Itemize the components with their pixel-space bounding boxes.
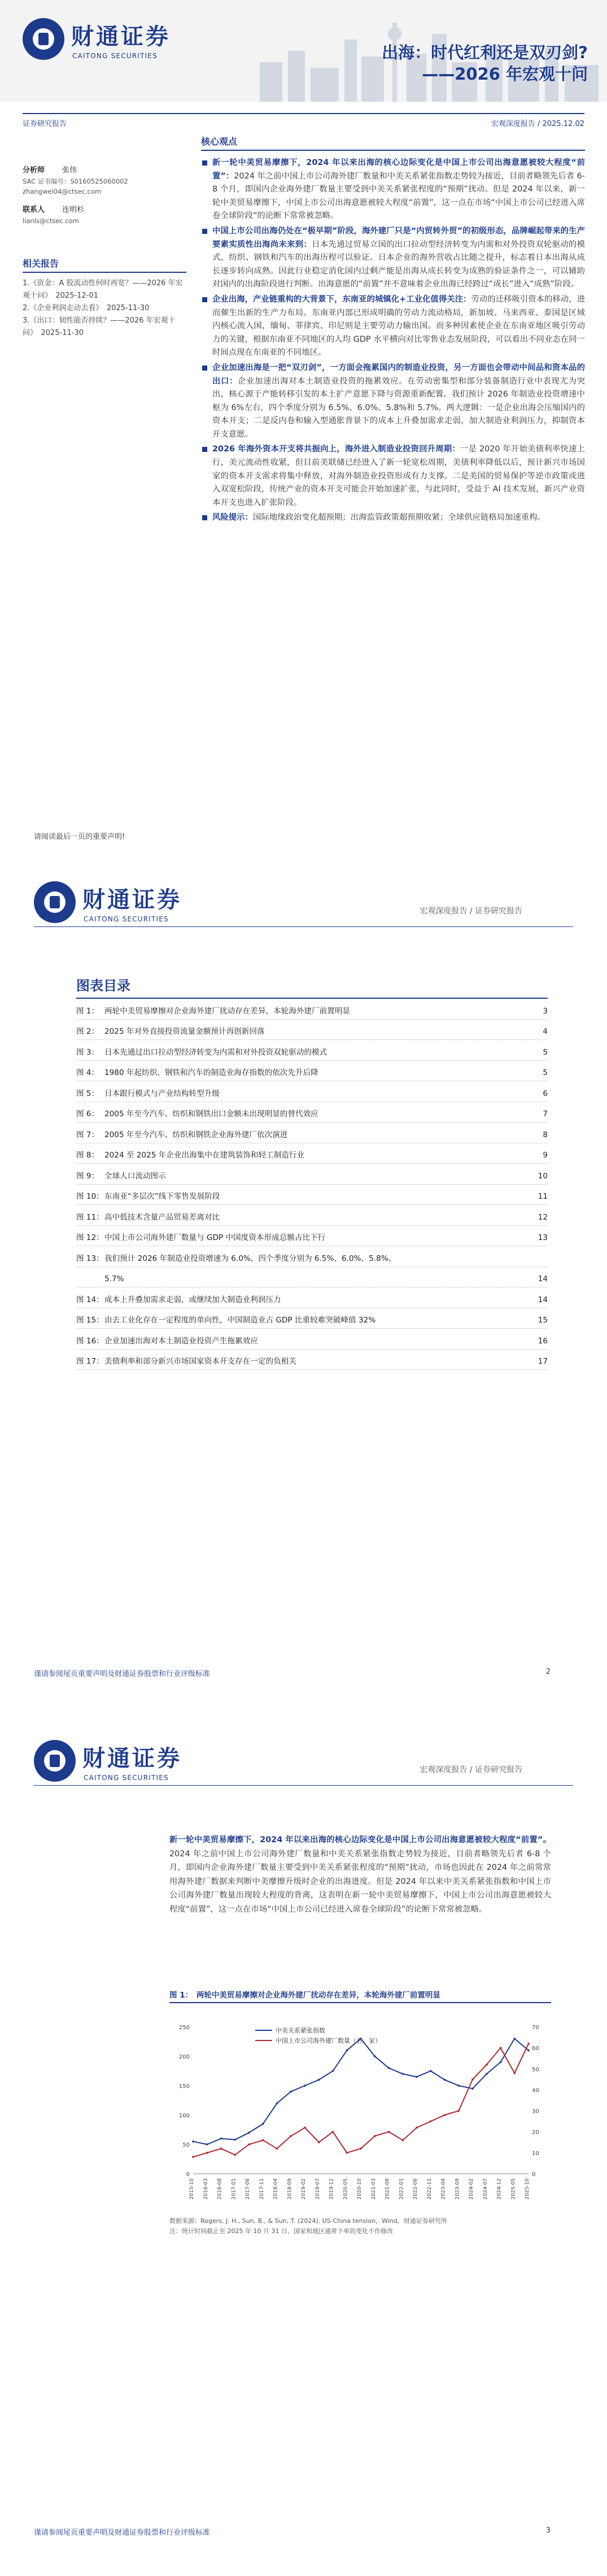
report-type: 证券研究报告	[23, 120, 67, 128]
data-point	[430, 2120, 432, 2122]
data-point	[192, 2140, 194, 2143]
x-tick-label: 2016-03	[203, 2178, 209, 2200]
y-left-tick: 150	[178, 2083, 190, 2090]
source-line: 数据来源：Rogers, J. H., Sun, B., & Sun, T. (2024). US-China tension，Wind，财通证券研究所	[169, 2217, 447, 2225]
x-tick-label: 2022-01	[399, 2178, 405, 2200]
y-left-tick: 0	[186, 2172, 190, 2178]
caitong-logo-p3	[34, 1740, 182, 1782]
x-tick-label: 2024-02	[469, 2178, 474, 2200]
figure-1-title: 图 1： 两轮中美贸易摩擦对企业海外建厂扰动存在差异，本轮海外建厂前置明显	[169, 1988, 551, 2003]
toc-item[interactable]: 图 7： 2005 年至今汽车、纺织和钢铁企业海外建厂依次演进 8	[76, 1122, 548, 1143]
x-tick-label: 2016-08	[217, 2178, 223, 2200]
x-tick-label: 2025-05	[510, 2178, 517, 2200]
data-point	[430, 2070, 432, 2072]
data-point	[276, 2102, 278, 2104]
y-right-tick: 40	[532, 2087, 539, 2094]
toc-item[interactable]: 图 15： 由去工业化存在一定程度的单向性，中国制造业占 GDP 比重较难突破峰值 32% 15	[76, 1308, 548, 1329]
toc-item[interactable]: 图 5： 日本跟行模式与产业结构转型升级 6	[76, 1081, 548, 1102]
toc-item[interactable]: 图 2： 2025 年对外直接投资流量金额预计再创新回落 4	[76, 1020, 548, 1041]
contact-row	[23, 204, 186, 216]
logo-en: CAITONG SECURITIES	[84, 1773, 169, 1782]
data-point	[276, 2148, 278, 2150]
data-point	[318, 2079, 320, 2081]
data-point	[457, 2085, 460, 2087]
caitong-logo	[23, 18, 171, 60]
data-point	[262, 2139, 264, 2142]
data-point	[304, 2126, 306, 2129]
figure-1-chart	[169, 2004, 551, 2213]
left-column	[23, 131, 186, 340]
core-views	[201, 131, 585, 526]
bullet-3: 企业出海，产业链重构的大背景下，东南亚的城镇化+工业化值得关注：劳动的迁移吸引资本的移动，进而催生出新的生产力布局。东南亚内部已形成明确的劳动力流动格局，新加坡、马来西亚、泰国是区域内核心流入国，缅甸、菲律宾、印尼则是主要劳动力输出国。而多种因素使企业在东南亚地区吸引劳动力的关键，根据东南亚不同地区的人均 GDP 水平横向对比零售业态发展阶段，可以看出不同业态在同一时间点现在东南亚的不同地区。	[201, 293, 585, 360]
caitong-logo-p2	[34, 881, 182, 923]
data-point	[527, 2050, 530, 2052]
data-point	[486, 2064, 488, 2066]
logo-mark-icon	[23, 18, 64, 60]
toc-item[interactable]: 图 10： 东南亚“多层次”线下零售发展阶段 11	[76, 1185, 548, 1206]
x-tick-label: 2019-12	[329, 2178, 335, 2200]
page-number: 3	[545, 2526, 551, 2535]
toc-title: 图表目录	[76, 978, 130, 994]
data-point	[360, 2148, 362, 2150]
y-right-tick: 20	[532, 2129, 539, 2136]
data-point	[388, 2067, 390, 2069]
title-line-1: 出海：时代红利还是双刃剑?	[382, 43, 588, 62]
analyst-sac: SAC 证书编号：S0160525060002	[23, 177, 128, 185]
legend-label: 中美关系紧张指数	[276, 2027, 325, 2034]
figure-toc	[76, 998, 548, 1370]
toc-item[interactable]: 图 3： 日本先通过出口拉动型经济转变为内需和对外投资双轮驱动的模式 5	[76, 1040, 548, 1061]
cover-banner	[0, 0, 607, 102]
data-point	[388, 2131, 390, 2133]
header-rule	[34, 1785, 573, 1786]
x-tick-label: 2021-08	[385, 2178, 391, 2200]
running-header: 宏观深度报告 / 证券研究报告	[420, 907, 522, 916]
analyst-name: 张伟	[62, 166, 77, 175]
data-point	[248, 2131, 250, 2134]
data-point	[374, 2135, 376, 2137]
data-point	[401, 2073, 404, 2075]
y-right-tick: 70	[532, 2025, 539, 2031]
y-right-tick: 0	[532, 2172, 536, 2178]
footer-note: 谨请参阅尾页重要声明及财通证券股票和行业评级标准	[34, 1670, 211, 1678]
toc-item[interactable]: 图 9： 全球人口流动图示 10	[76, 1164, 548, 1185]
data-point	[346, 2050, 348, 2052]
core-head: 核心观点	[201, 131, 585, 151]
series-line-2	[193, 2044, 529, 2157]
page-3	[0, 1717, 607, 2576]
related-head: 相关报告	[23, 253, 186, 273]
x-tick-label: 2019-02	[301, 2178, 307, 2200]
bullet-1: 新一轮中美贸易摩擦下，2024 年以来出海的核心边际变化是中国上市公司出海意愿被较大程度“前置”：2024 年之前中国上市公司海外建厂数量和中美关系紧张指数走势较为接近，目前者略领先后者 6-8 个月，即国内企业海外建厂数量主要受到中美关系紧张程度的“预期”扰动。但是 2024 年以来，新一轮中美贸易摩擦下，中国上市公司出海意愿被较大程度“前置”，这一点在市场“中国上市公司已经进入席卷全球阶段”的论断下常常被忽略。	[201, 156, 585, 223]
toc-item[interactable]: 图 8： 2024 至 2025 年企业出海集中在建筑装饰和轻工制造行业 9	[76, 1143, 548, 1164]
footer-note: 谨请参阅尾页重要声明及财通证券股票和行业评级标准	[34, 2529, 211, 2537]
x-tick-label: 2017-01	[231, 2178, 237, 2200]
x-tick-label: 2020-05	[343, 2178, 349, 2200]
analyst-head: 分析师	[23, 166, 45, 175]
report-title	[382, 42, 588, 85]
contact-email[interactable]: lianls@ctsec.com	[23, 217, 79, 225]
sub-header	[23, 118, 584, 128]
bullet-5: 2026 年海外资本开支将共振向上，海外进入制造业投资回升周期：一是 2020 年开始美债利率快速上行，美元流动性收紧，但目前美联储已经进入了新一轮宽松周期，美债利率降低以后，预计新兴市场国家的资本开支需求将集中释放，对海外制造业投资形成有力支撑。二是美国的贸易保护等逆市政策或进入双宽松阶段，传统产业的资本开支可能会开始加速扩张，与此同时，受益于 AI 技术发展，新兴产业资本开支也进入扩张阶段。	[201, 443, 585, 510]
disclaimer: 请阅读最后一页的重要声明!	[34, 833, 125, 841]
data-point	[444, 2114, 446, 2116]
title-line-2: ——2026 年宏观十问	[422, 64, 588, 84]
data-point	[513, 2038, 516, 2040]
logo-mark-icon	[34, 881, 76, 923]
bullet-4: 企业加速出海是一把“双刃剑”，一方面会拖累国内的制造业投资，另一方面也会带动中间品和资本品的出口：企业加速出海对本土制造业投资的拖累效应。在劳动密集型和部分装备制造行业中表现尤为突出，核心源于产能转移引发的本土扩产意愿下降与资源重新配置。我们预计 2026 年制造业投资增速中枢为 6%左右，四个季度分别为 6.5%、6.0%、5.8%和 5.7%。两大逻辑：一是企业出海会压缩国内的资本开支；二是反内卷和输入型通胀背景下的成本上升叠加需求走弱，加大制造业利润压力，抑制资本开支意愿。	[201, 362, 585, 442]
page-number: 2	[545, 1668, 551, 1676]
toc-item[interactable]: 图 17： 美债利率和部分新兴市场国家资本开支存在一定的负相关 17	[76, 1350, 548, 1370]
data-point	[290, 2135, 292, 2137]
bullet-2: 中国上市公司出海仍处在“极早期”阶段，海外建厂只是“内贸转外贸”的初级形态，品牌崛起带来的生产要素实质性出海尚未来到：日本先通过贸易立国的出口拉动型经济转变为内需和对外投资双轮驱动的模式，纺织、钢铁和汽车的出海历程可以验证。日本企业的海外营收占比随之提升，标志着日本出海从成长逐步转向成熟。因此行业稳定消化国内过剩产能是出海从成长转变为成熟的验证条件之一，可以辅助对国内的出海阶段进行判断。出海意愿的“前置”并不意味着企业出海已经跨过“成长”进入“成熟”阶段。	[201, 225, 585, 291]
contact-head: 联系人	[23, 206, 45, 214]
x-tick-label: 2017-06	[245, 2178, 251, 2200]
data-point	[332, 2070, 334, 2072]
legend-label: 中国上市公司海外建厂数量（右，家）	[276, 2037, 381, 2044]
x-tick-label: 2017-11	[259, 2178, 265, 2200]
data-point	[206, 2152, 208, 2154]
data-point	[304, 2085, 306, 2087]
x-tick-label: 2021-03	[370, 2178, 377, 2200]
data-point	[527, 2043, 530, 2045]
data-point	[500, 2047, 502, 2049]
x-tick-label: 2022-11	[426, 2178, 433, 2200]
analyst-email[interactable]: zhangwei04@ctsec.com	[23, 188, 102, 195]
related-report-3[interactable]: 3.《出口：韧性能否持续？——2026 年宏观十问》 2025-11-30	[23, 316, 176, 337]
logo-cn: 财通证券	[71, 23, 171, 50]
toc-item[interactable]: 图 13： 我们预计 2026 年制造业投资增速为 6.0%，四个季度分别为 6.5%、6.0%、5.8%、	[76, 1246, 548, 1267]
page-2	[0, 859, 607, 1717]
data-point	[374, 2055, 376, 2057]
data-point	[206, 2143, 208, 2146]
data-point	[332, 2131, 334, 2133]
series-line-1	[193, 2039, 529, 2144]
data-point	[220, 2148, 222, 2150]
toc-item[interactable]: 图 16： 企业加速出海对本土制造业投资产生拖累效应 16	[76, 1329, 548, 1350]
contact-name: 连明杉	[62, 206, 85, 214]
data-point	[234, 2154, 236, 2156]
x-tick-label: 2023-09	[455, 2178, 461, 2200]
figure-source	[169, 2216, 551, 2236]
y-right-tick: 50	[532, 2066, 539, 2073]
data-point	[248, 2143, 250, 2146]
data-point	[220, 2138, 222, 2140]
related-report-2[interactable]: 2.《企业利润走动去看》 2025-11-30	[23, 304, 150, 312]
note-line: 注：统计时间截止至 2025 年 10 月 31 日，国家和地区通常下单的变化不作修改	[169, 2227, 393, 2235]
data-point	[471, 2087, 474, 2090]
toc-item[interactable]: 图 14： 成本上升叠加需求走弱，或继续加大制造业利润压力 14	[76, 1287, 548, 1308]
toc-item[interactable]: 图 6： 2005 年至今汽车、纺织和钢铁出口金额未出现明显的替代效应 7	[76, 1102, 548, 1123]
logo-en: CAITONG SECURITIES	[72, 51, 158, 60]
data-point	[471, 2078, 474, 2081]
data-point	[346, 2152, 348, 2154]
related-report-1[interactable]: 1.《资金：A 股流动性何时再宽？——2026 年宏观十问》 2025-12-01	[23, 279, 183, 300]
data-point	[192, 2156, 194, 2158]
data-point	[401, 2139, 404, 2142]
data-point	[513, 2072, 516, 2074]
x-tick-label: 2024-07	[482, 2178, 488, 2200]
data-point	[318, 2141, 320, 2143]
y-right-tick: 30	[532, 2108, 539, 2115]
logo-cn: 财通证券	[82, 1744, 182, 1772]
x-tick-label: 2015-10	[189, 2178, 195, 2200]
x-tick-label: 2022-06	[413, 2178, 418, 2200]
y-left-tick: 250	[178, 2025, 190, 2031]
logo-en: CAITONG SECURITIES	[84, 915, 169, 923]
analyst-row	[23, 165, 186, 176]
x-tick-label: 2023-04	[440, 2178, 447, 2200]
toc-item[interactable]: 图 12： 中国上市公司海外建厂数量与 GDP 中国度资本形成总额占比下行 13	[76, 1226, 548, 1247]
data-point	[486, 2073, 488, 2075]
data-point	[234, 2139, 236, 2141]
y-right-tick: 10	[532, 2150, 539, 2157]
data-point	[416, 2126, 418, 2129]
data-point	[457, 2110, 460, 2112]
toc-item[interactable]: 图 11： 高中低技术含量产品贸易差离对比 12	[76, 1205, 548, 1226]
x-tick-label: 2020-10	[357, 2178, 363, 2200]
logo-cn: 财通证券	[82, 886, 182, 913]
data-point	[444, 2079, 446, 2081]
data-point	[500, 2061, 502, 2064]
bullet-6: 风险提示：国际地缘政治变化超预期；出海监管政策超预期收紧；全球供应链格局加速重构。	[201, 511, 585, 525]
y-left-tick: 100	[178, 2113, 190, 2119]
running-header: 宏观深度报告 / 证券研究报告	[420, 1765, 522, 1774]
x-tick-label: 2018-04	[273, 2178, 279, 2200]
x-tick-label: 2018-09	[287, 2178, 293, 2200]
toc-item[interactable]: 图 4： 1980 年起纺织、钢铁和汽车的制造业海存指数的依次先升后降 5	[76, 1061, 548, 1082]
report-meta: 宏观深度报告 / 2025.12.02	[491, 120, 584, 128]
data-point	[262, 2123, 264, 2125]
y-left-tick: 50	[182, 2142, 190, 2148]
toc-item[interactable]: 图 1： 两轮中美贸易摩擦对企业海外建厂扰动存在差异，本轮海外建厂前置明显 3	[76, 999, 548, 1020]
data-point	[416, 2076, 418, 2078]
y-left-tick: 200	[178, 2054, 190, 2060]
header-rule	[23, 113, 584, 114]
header-rule	[34, 926, 573, 927]
data-point	[290, 2091, 292, 2093]
x-tick-label: 2025-10	[525, 2178, 530, 2200]
body-paragraph: 新一轮中美贸易摩擦下，2024 年以来出海的核心边际变化是中国上市公司出海意愿被较大程度“前置”。2024 年之前中国上市公司海外建厂数量和中美关系紧张指数走势较为接近，目前者略领先后者 6-8 个月，即国内企业海外建厂数量主要受到中美关系紧张程度的“预期”扰动，市场也因此在 2024 年之前常常用海外建厂数据来判断中美摩擦升级时企业的出海进度。但是 2024 年以来中美关系紧张指数和中国上市公司海外建厂数量出现较大程度的背离，这表明在新一轮中美贸易摩擦下，中国上市公司出海意愿被较大程度“前置”，这一点在市场“中国上市公司已经进入席卷全球阶段”的论断下常常被忽略。	[169, 1835, 551, 1914]
logo-mark-icon	[34, 1740, 76, 1782]
y-right-tick: 60	[532, 2046, 539, 2052]
x-tick-label: 2024-12	[496, 2178, 503, 2200]
x-tick-label: 2019-07	[315, 2178, 321, 2200]
page-1	[0, 0, 607, 859]
toc-item[interactable]: 5.7% 14	[76, 1267, 548, 1288]
